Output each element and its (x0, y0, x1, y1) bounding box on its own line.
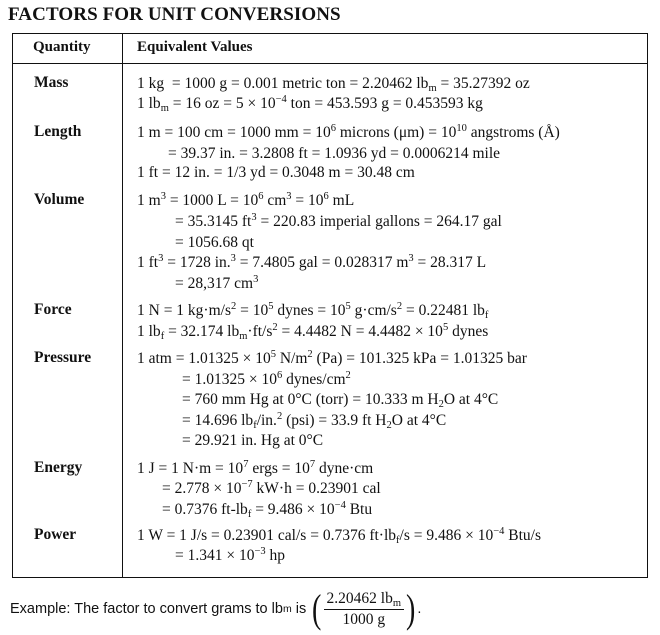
header-quantity: Quantity (33, 39, 91, 55)
value-text: ergs = 10 (248, 460, 310, 477)
value-text: dynes = 10 (273, 302, 346, 319)
superscript: 6 (323, 191, 329, 202)
subscript: m (160, 103, 169, 114)
value-text: 1 N = 1 kg·m/s (137, 302, 231, 319)
superscript: 2 (345, 370, 351, 381)
example-suffix: . (417, 601, 422, 617)
superscript: 3 (230, 253, 236, 264)
subscript: m (239, 331, 248, 342)
value-text: /in. (256, 412, 277, 429)
value-line (182, 370, 351, 390)
value-line (137, 459, 373, 479)
superscript: 5 (270, 349, 276, 360)
subscript: m (428, 83, 437, 94)
value-text: = 16 oz = 5 × 10 (168, 95, 276, 112)
value-text: = 9.486 × 10 (251, 501, 335, 518)
value-line (175, 212, 502, 232)
superscript: 3 (408, 253, 414, 264)
conversion-table (12, 33, 648, 578)
quantity-power: Power (34, 526, 77, 543)
value-text: microns (μm) = 10 (335, 124, 457, 141)
value-text: kW·h = 0.23901 cal (252, 480, 381, 497)
value-line (137, 322, 488, 342)
quantity-length: Length (34, 123, 82, 140)
value-line (137, 301, 488, 321)
value-text: = 1.341 × 10 (175, 547, 255, 564)
value-line (175, 274, 258, 294)
value-text: N/m (275, 350, 308, 367)
superscript: −4 (275, 94, 287, 105)
value-text: = 760 mm Hg at 0°C (torr) = 10.333 m H (182, 391, 439, 408)
superscript: 10 (456, 123, 467, 134)
value-text: = 14.696 lb (182, 412, 254, 429)
superscript: 2 (396, 301, 403, 312)
value-text: = 1.01325 × 10 (182, 371, 277, 388)
value-text: 1 J = 1 N·m = 10 (137, 460, 244, 477)
superscript: 5 (268, 301, 274, 312)
numerator-text: 2.20462 lb (326, 589, 393, 607)
header-divider (13, 63, 647, 64)
value-text: cm (263, 192, 287, 209)
example-prefix: Example: The factor to convert grams to lb (10, 601, 283, 617)
superscript: 6 (258, 191, 264, 202)
value-text: O at 4°C (391, 412, 447, 429)
value-text: 1 lb (137, 95, 161, 112)
superscript: 3 (158, 253, 164, 264)
value-line (137, 526, 541, 546)
value-text: Btu/s (504, 527, 541, 544)
value-line (137, 74, 530, 94)
value-text: = 29.921 in. Hg at 0°C (182, 432, 324, 449)
value-line (182, 411, 446, 431)
subscript: f (484, 310, 489, 321)
superscript: 3 (251, 212, 257, 223)
superscript: 2 (231, 301, 237, 312)
value-text: ton = 453.593 g = 0.453593 kg (286, 95, 483, 112)
subscript: f (247, 509, 252, 520)
value-text: = 0.7376 ft-lb (162, 501, 248, 518)
superscript: 5 (345, 301, 351, 312)
value-text: = 1056.68 qt (175, 234, 254, 251)
conversion-fraction (324, 590, 404, 629)
value-text: 1 m (137, 192, 161, 209)
quantity-mass: Mass (34, 74, 69, 91)
superscript: 2 (276, 411, 283, 422)
value-text: 1 kg = 1000 g = 0.001 metric ton = 2.20462 lb (137, 75, 429, 92)
superscript: 7 (243, 459, 249, 470)
value-text: 1 ft (137, 254, 159, 271)
superscript: −7 (241, 479, 253, 490)
value-text: mL (328, 192, 355, 209)
value-text: 1 W = 1 J/s = 0.23901 cal/s = 0.7376 ft·lb (137, 527, 397, 544)
value-text: 1 m = 100 cm = 1000 mm = 10 (137, 124, 331, 141)
value-text: 1 atm = 1.01325 × 10 (137, 350, 271, 367)
subscript: f (253, 420, 257, 431)
example-note: Example: The factor to convert grams to lb m is ( $\frac{2.20462 lb_m}{1000 g}$ ) . (10, 586, 422, 631)
column-divider (122, 34, 123, 577)
value-text: Btu (345, 501, 373, 518)
superscript: −4 (334, 500, 346, 511)
superscript: −3 (254, 546, 266, 557)
value-text: = 35.27392 oz (436, 75, 530, 92)
value-text: = 220.83 imperial gallons = 264.17 gal (256, 213, 502, 230)
subscript: f (396, 535, 400, 546)
value-text: = 39.37 in. = 3.2808 ft = 1.0936 yd = 0.0006214 mile (168, 145, 501, 162)
superscript: 2 (307, 349, 313, 360)
page-title: FACTORS FOR UNIT CONVERSIONS (8, 4, 341, 25)
header-equivalent-values: Equivalent Values (137, 39, 253, 55)
value-text: /s = 9.486 × 10 (399, 527, 494, 544)
superscript: 6 (276, 370, 283, 381)
subscript: f (160, 331, 165, 342)
value-line (137, 191, 354, 211)
value-line (162, 479, 381, 499)
close-paren: ) (406, 586, 416, 631)
value-line (137, 163, 415, 183)
value-line (137, 94, 483, 114)
value-text: = 7.4805 gal = 0.028317 m (235, 254, 409, 271)
value-line (168, 144, 500, 164)
quantity-force: Force (34, 301, 72, 318)
superscript: 3 (160, 191, 166, 202)
value-text: angstroms (Å) (466, 124, 560, 141)
superscript: 2 (272, 322, 278, 333)
value-text: (Pa) = 101.325 kPa = 1.01325 bar (312, 350, 527, 367)
value-text: 1 ft = 12 in. = 1/3 yd = 0.3048 m = 30.48 cm (137, 164, 415, 181)
value-line (175, 546, 285, 566)
superscript: 7 (309, 459, 316, 470)
value-text: O at 4°C (443, 391, 499, 408)
value-line (137, 123, 560, 143)
superscript: 5 (442, 322, 449, 333)
value-text: = 10 (236, 302, 269, 319)
fraction-denominator: 1000 g (342, 610, 386, 628)
value-line (182, 431, 323, 451)
value-text: = 4.4482 N = 4.4482 × 10 (277, 323, 443, 340)
value-text: (psi) = 33.9 ft H (282, 412, 387, 429)
superscript: 6 (330, 123, 336, 134)
value-text: ·ft/s (247, 323, 273, 340)
value-text: g·cm/s (350, 302, 397, 319)
numerator-sub: m (392, 597, 402, 609)
subscript: 2 (386, 420, 392, 431)
value-text: 1 lb (137, 323, 161, 340)
value-text: = 28.317 L (413, 254, 487, 271)
value-text: = 35.3145 ft (175, 213, 252, 230)
open-paren: ( (312, 586, 322, 631)
value-text: dyne·cm (315, 460, 374, 477)
value-text: dynes/cm (282, 371, 346, 388)
value-text: hp (265, 547, 286, 564)
quantity-volume: Volume (34, 191, 85, 208)
quantity-pressure: Pressure (34, 349, 92, 366)
value-text: = 32.174 lb (164, 323, 240, 340)
value-text: = 1000 L = 10 (165, 192, 259, 209)
superscript: 3 (286, 191, 292, 202)
fraction-numerator (324, 590, 404, 610)
value-line (175, 233, 254, 253)
superscript: −4 (493, 526, 505, 537)
value-text: = 0.22481 lb (402, 302, 485, 319)
value-text: = 1728 in. (163, 254, 231, 271)
value-text: = 10 (291, 192, 324, 209)
superscript: 3 (253, 274, 259, 285)
quantity-energy: Energy (34, 459, 83, 476)
value-text: dynes (448, 323, 489, 340)
value-line (137, 349, 527, 369)
value-line (162, 500, 372, 520)
value-text: = 2.778 × 10 (162, 480, 242, 497)
value-line (137, 253, 486, 273)
value-line (182, 390, 498, 410)
value-text: = 28,317 cm (175, 275, 254, 292)
subscript: 2 (438, 399, 444, 410)
example-middle: is (291, 601, 311, 617)
